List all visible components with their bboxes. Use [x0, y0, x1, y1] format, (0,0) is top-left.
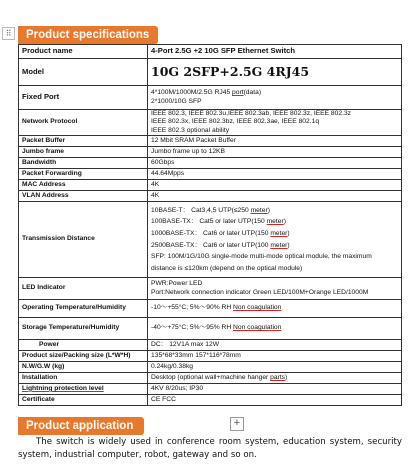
spec-value: DC： 12V1A max 12W — [148, 340, 402, 351]
spec-value — [148, 86, 402, 110]
application-paragraph: The switch is widely used in conference room system, education system, security system, industrial computer, robot, gateway and so on. — [18, 437, 402, 460]
product-specifications-banner: Product specifications — [18, 26, 158, 44]
spec-text: ) — [287, 229, 290, 237]
spec-key: Model — [19, 59, 148, 86]
spec-key: Packet Forwarding — [19, 169, 148, 180]
spec-text: -40～+75°C; 5%～95% RH — [151, 324, 234, 332]
spec-text: port — [232, 89, 244, 97]
spec-text: ) — [285, 373, 288, 381]
spec-value: Jumbo frame up to 12KB — [148, 147, 402, 158]
product-application-banner: Product application — [18, 417, 144, 435]
spec-text: Non coagulation — [233, 304, 282, 312]
spec-text: 100BASE-TX： Cat5 or later UTP(150 — [151, 218, 267, 226]
spec-text: -10～+55°C; 5%～90% RH — [151, 304, 234, 312]
spec-key: Transmission Distance — [19, 202, 148, 278]
spec-value: 4K — [148, 180, 402, 191]
spec-text: meter — [266, 218, 284, 226]
spec-key: N.W/G.W (kg) — [19, 362, 148, 373]
spec-text: 2500BASE-TX： Cat6 or later UTP(100 — [151, 241, 271, 249]
spec-text: ) — [283, 218, 286, 226]
spec-value — [148, 300, 402, 318]
spec-value — [148, 110, 402, 136]
plus-icon[interactable]: + — [230, 417, 244, 431]
spec-text: IEEE 802.3, IEEE 802.3u,IEEE 802.3ab, IEEE 802.3z, IEEE 802.3z — [151, 110, 352, 118]
spec-text: parts — [270, 373, 286, 381]
spec-value — [148, 373, 402, 384]
spec-value: CE FCC — [148, 395, 402, 406]
table-row — [19, 362, 402, 373]
spec-text: ) — [267, 206, 270, 214]
spec-text: Lightning protection level — [22, 384, 104, 392]
spec-value: 10G 2SFP+2.5G 4RJ45 — [148, 59, 402, 86]
spec-key: Fixed Port — [19, 86, 148, 110]
spec-value: 135*68*33mm 157*116*78mm — [148, 351, 402, 362]
spec-key: Product size/Packing size (L*W*H) — [19, 351, 148, 362]
spec-value — [148, 278, 402, 300]
spec-key: Operating Temperature/Humidity — [19, 300, 148, 318]
table-row — [19, 318, 402, 340]
spec-text: PWR:Power LED — [151, 280, 203, 288]
spec-key: Installation — [19, 373, 148, 384]
spec-text: IEEE 802.3 optional ability — [151, 126, 230, 134]
spec-text: ) — [287, 241, 290, 249]
spec-text: Port:Network connection indicator Green LED/100M+Orange LED/1000M — [151, 288, 369, 296]
specifications-table — [18, 44, 402, 406]
spec-key: MAC Address — [19, 180, 148, 191]
spec-key — [19, 384, 148, 395]
spec-text: distance is ≤120km (depend on the optical module) — [151, 264, 303, 272]
table-row — [19, 169, 402, 180]
table-row — [19, 59, 402, 86]
spec-key: Packet Buffer — [19, 136, 148, 147]
table-row — [19, 395, 402, 406]
table-row — [19, 384, 402, 395]
table-row — [19, 300, 402, 318]
spec-text: meter — [270, 241, 288, 249]
spec-value: 60Gbps — [148, 158, 402, 169]
table-row — [19, 110, 402, 136]
spec-key: VLAN Address — [19, 191, 148, 202]
table-row — [19, 136, 402, 147]
table-row — [19, 191, 402, 202]
spec-text: meter — [270, 229, 288, 237]
spec-key: Storage Temperature/Humidity — [19, 318, 148, 340]
spec-value: 4KV 8/20us; IP30 — [148, 384, 402, 395]
spec-value — [148, 318, 402, 340]
move-handle-icon[interactable]: ⠿ — [2, 27, 15, 40]
spec-text: Desktop (optional wall+machine hanger — [151, 373, 271, 381]
spec-value: 0.24kg/0.38kg — [148, 362, 402, 373]
spec-key: Bandwidth — [19, 158, 148, 169]
table-row — [19, 340, 402, 351]
spec-value: 4K — [148, 191, 402, 202]
table-row — [19, 202, 402, 278]
spec-text: 2*1000/10G SFP — [151, 97, 202, 105]
table-row — [19, 45, 402, 59]
table-row — [19, 180, 402, 191]
spec-text: (data) — [243, 89, 262, 97]
spec-text: meter — [250, 206, 268, 214]
spec-text: IEEE 802.3x, IEEE 802.3bz, IEEE 802.3ae, IEEE 802.1q — [151, 118, 320, 126]
spec-key: LED Indicator — [19, 278, 148, 300]
spec-text: 4*100M/1000M/2.5G RJ45 — [151, 89, 233, 97]
table-row — [19, 147, 402, 158]
spec-value: 4-Port 2.5G +2 10G SFP Ethernet Switch — [148, 45, 402, 59]
spec-text: Non coagulation — [233, 324, 282, 332]
table-row — [19, 158, 402, 169]
spec-value: 12 Mbit SRAM Packet Buffer — [148, 136, 402, 147]
table-row — [19, 278, 402, 300]
spec-text: SFP: 100M/1G/10G single-mode multi-mode optical module, the maximum — [151, 253, 372, 261]
spec-key: Jumbo frame — [19, 147, 148, 158]
spec-text: 10BASE-T： Cat3,4,5 UTP(≤250 — [151, 206, 251, 214]
spec-key: Power — [19, 340, 148, 351]
table-row — [19, 373, 402, 384]
table-row — [19, 86, 402, 110]
spec-value — [148, 202, 402, 278]
spec-value: 44.64Mpps — [148, 169, 402, 180]
table-row — [19, 351, 402, 362]
spec-key: Certificate — [19, 395, 148, 406]
spec-key: Product name — [19, 45, 148, 59]
spec-key: Network Protocol — [19, 110, 148, 136]
spec-text: 1000BASE-TX： Cat6 or later UTP(150 — [151, 229, 271, 237]
